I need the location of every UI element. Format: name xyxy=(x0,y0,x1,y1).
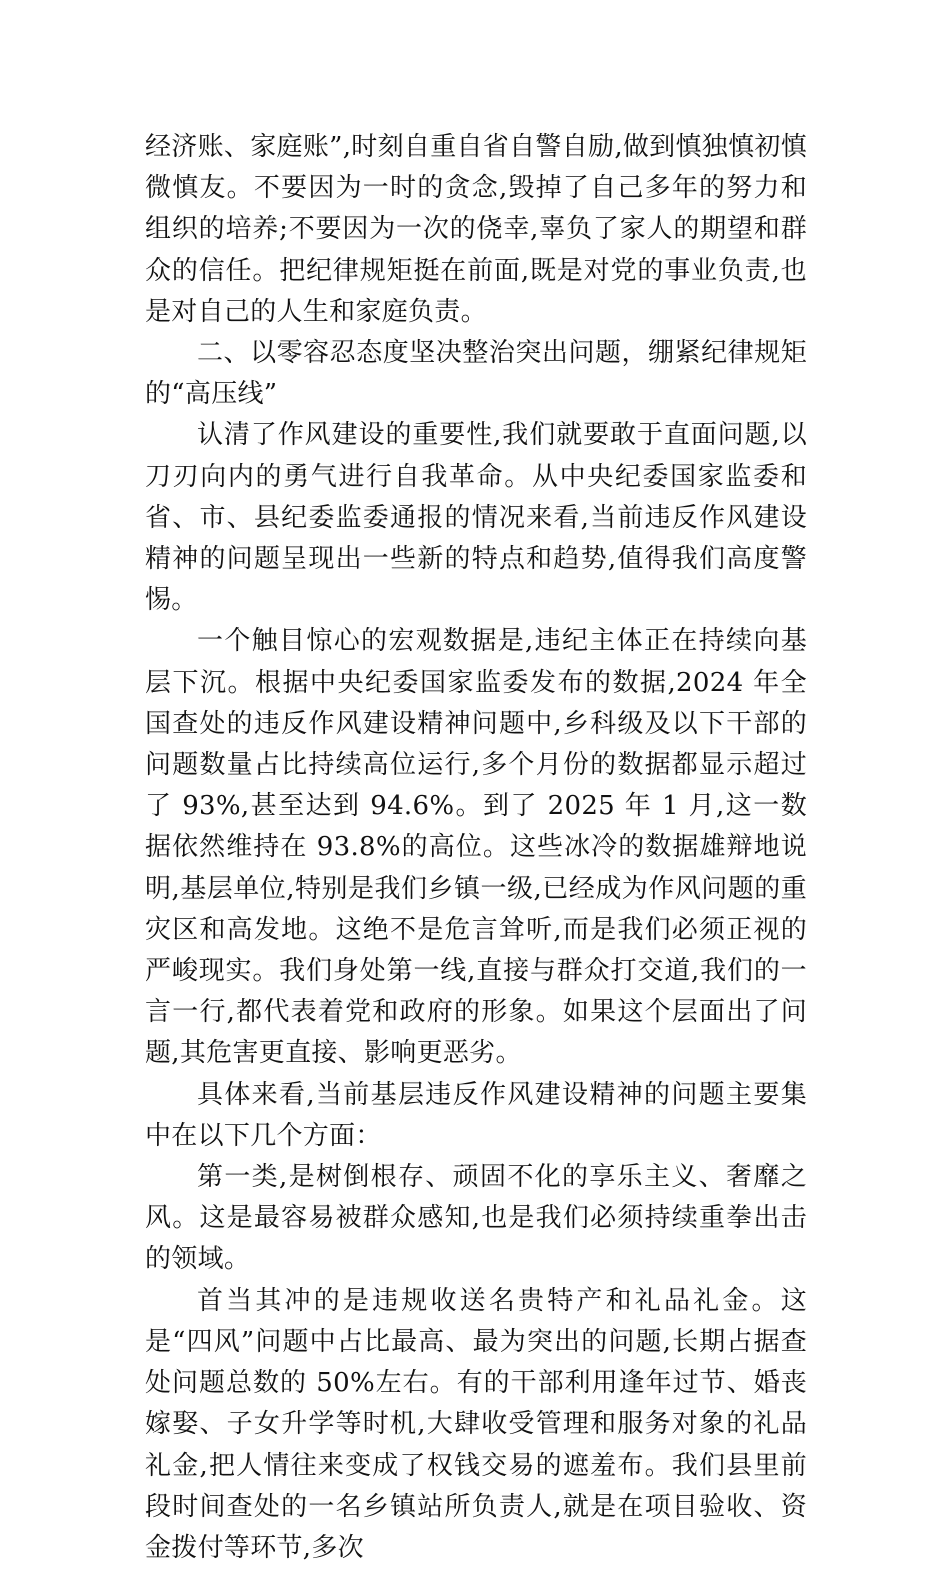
paragraph-6: 第一类,是树倒根存、顽固不化的享乐主义、奢靡之风。这是最容易被群众感知,也是我们必须持续重拳出击的领域。 xyxy=(145,1162,807,1275)
paragraph-4: 一个触目惊心的宏观数据是,违纪主体正在持续向基层下沉。根据中央纪委国家监委发布的数据,2024 年全国查处的违反作风建设精神问题中,乡科级及以下干部的问题数量占比持续高位运行,多个月份的数据都显示超过了 93%,甚至达到 94.6%。到了 2025 年 1 月,这一数据依然维持在 93.8%的高位。这些冰冷的数据雄辩地说明,基层单位,特别是我们乡镇一级,已经成为作风问题的重灾区和高发地。这绝不是危言耸听,而是我们必须正视的严峻现实。我们身处第一线,直接与群众打交道,我们的一言一行,都代表着党和政府的形象。如果这个层面出了问题,其危害更直接、影响更恶劣。 xyxy=(145,626,807,1069)
paragraph-7: 首当其冲的是违规收送名贵特产和礼品礼金。这是“四风”问题中占比最高、最为突出的问题,长期占据查处问题总数的 50%左右。有的干部利用逢年过节、婚丧嫁娶、子女升学等时机,大肆收受管理和服务对象的礼品礼金,把人情往来变成了权钱交易的遮羞布。我们县里前段时间查处的一名乡镇站所负责人,就是在项目验收、资金拨付等环节,多次 xyxy=(145,1285,807,1563)
paragraph-3: 认清了作风建设的重要性,我们就要敢于直面问题,以刀刃向内的勇气进行自我革命。从中央纪委国家监委和省、市、县纪委监委通报的情况来看,当前违反作风建设精神的问题呈现出一些新的特点和趋势,值得我们高度警惕。 xyxy=(145,420,807,616)
document-body xyxy=(145,127,807,1569)
paragraph-5: 具体来看,当前基层违反作风建设精神的问题主要集中在以下几个方面： xyxy=(145,1079,807,1151)
section-heading: 二、以零容忍态度坚决整治突出问题，绷紧纪律规矩的“高压线” xyxy=(145,338,807,410)
paragraph-1: 经济账、家庭账”,时刻自重自省自警自励,做到慎独慎初慎微慎友。不要因为一时的贪念,毁掉了自己多年的努力和组织的培养;不要因为一次的侥幸,辜负了家人的期望和群众的信任。把纪律规矩挺在前面,既是对党的事业负责,也是对自己的人生和家庭负责。 xyxy=(145,132,807,327)
